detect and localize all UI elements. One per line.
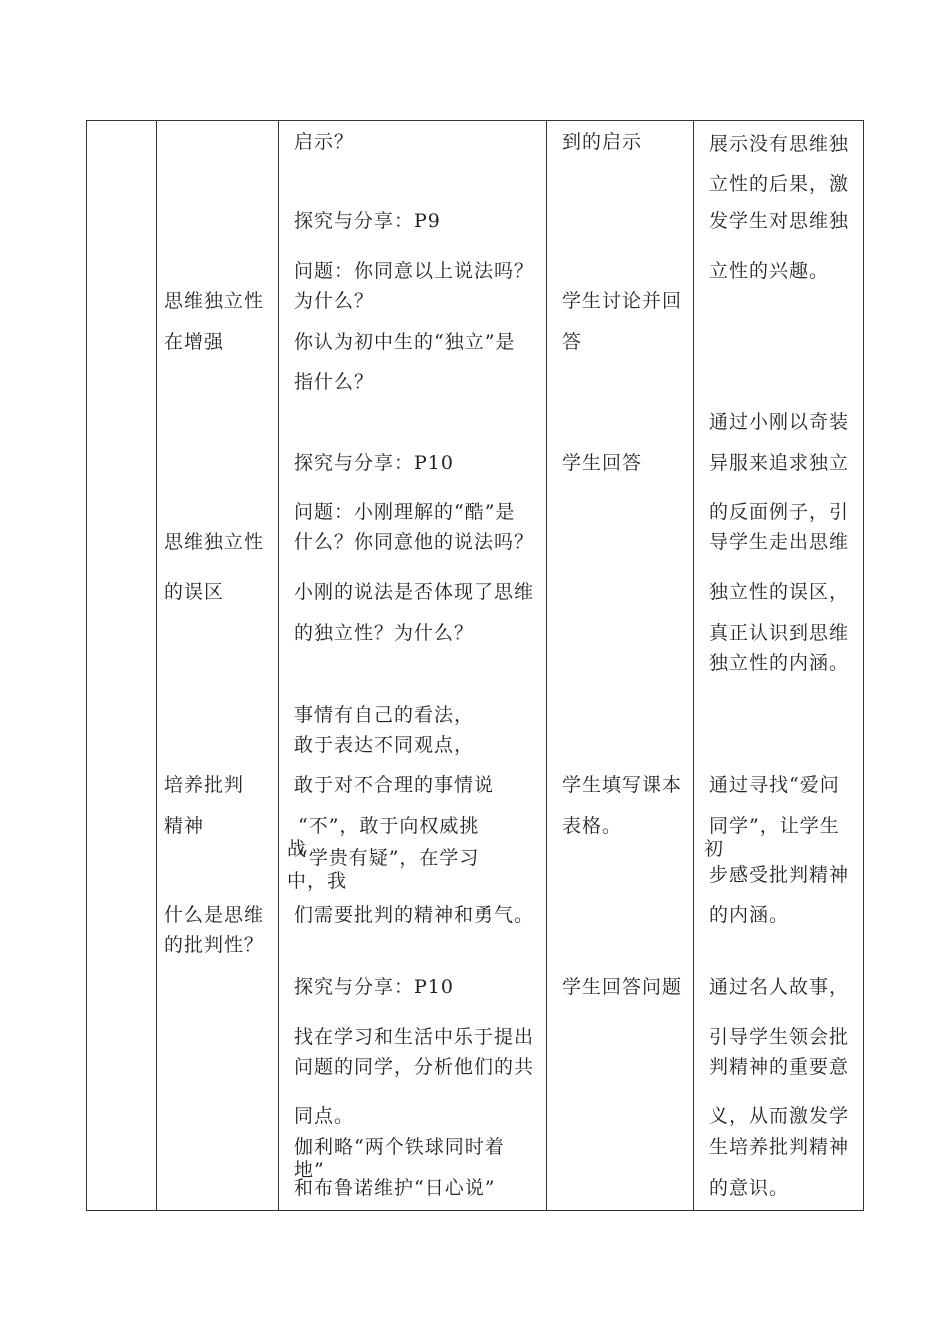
topic-text: 精神 <box>164 815 205 837</box>
content-text: 找在学习和生活中乐于提出 <box>294 1026 535 1048</box>
table-divider-3 <box>546 120 547 1211</box>
content-text: 探究与分享：P10 <box>294 452 454 474</box>
content-text: 问题的同学，分析他们的共 <box>294 1056 535 1078</box>
student-text: 学生讨论并回 <box>562 290 683 312</box>
table-divider-2 <box>278 120 279 1211</box>
intent-text: 的意识。 <box>709 1177 790 1199</box>
intent-text: 步感受批判精神 <box>709 864 850 886</box>
content-text: 探究与分享：P9 <box>294 210 441 232</box>
content-text-clipped: 战 <box>287 838 308 860</box>
intent-text: 展示没有思维独 <box>709 133 850 155</box>
topic-text: 在增强 <box>164 331 225 353</box>
table-divider-4 <box>693 120 694 1211</box>
topic-text: 的批判性？ <box>164 934 265 956</box>
content-text: “不”，敢于向权威挑 <box>298 815 480 837</box>
intent-text: 发学生对思维独 <box>709 210 850 232</box>
intent-text: 的内涵。 <box>709 904 790 926</box>
content-text: 和布鲁诺维护“日心说” <box>294 1177 496 1199</box>
intent-text: 引导学生领会批 <box>709 1026 850 1048</box>
student-text: 学生回答问题 <box>562 976 683 998</box>
intent-text: 异服来追求独立 <box>709 452 850 474</box>
intent-text: 同学”，让学生 <box>709 815 840 837</box>
content-text: 探究与分享：P10 <box>294 976 454 998</box>
content-text: 伽利略“两个铁球同时着 <box>294 1136 505 1158</box>
student-text: 学生填写课本 <box>562 774 683 796</box>
intent-text: 导学生走出思维 <box>709 531 850 553</box>
intent-text: 义，从而激发学 <box>709 1105 850 1127</box>
content-text: 什么？你同意他的说法吗？ <box>294 531 535 553</box>
intent-text: 独立性的误区， <box>709 581 850 603</box>
content-text: 小刚的说法是否体现了思维 <box>294 581 535 603</box>
content-text: 敢于表达不同观点， <box>294 734 475 756</box>
intent-text-clipped: 初 <box>704 838 725 860</box>
intent-text: 真正认识到思维 <box>709 622 850 644</box>
table-divider-1 <box>156 120 157 1211</box>
content-text: 敢于对不合理的事情说 <box>294 774 495 796</box>
content-text: 的独立性？为什么？ <box>294 622 475 644</box>
topic-text: 思维独立性 <box>164 531 265 553</box>
content-text: 问题：小刚理解的“酷”是 <box>294 501 516 523</box>
intent-text: 独立性的内涵。 <box>709 652 850 674</box>
content-text-clipped: 中，我 <box>287 870 348 892</box>
intent-text: 立性的后果，激 <box>709 173 850 195</box>
content-text: 你认为初中生的“独立”是 <box>294 331 516 353</box>
content-text: 事情有自己的看法， <box>294 704 475 726</box>
content-text: 们需要批判的精神和勇气。 <box>294 904 535 926</box>
table-border-right <box>863 120 864 1211</box>
intent-text: 通过寻找“爱问 <box>709 774 840 796</box>
intent-text: 判精神的重要意 <box>709 1056 850 1078</box>
table-border-left <box>86 120 87 1211</box>
topic-text: 思维独立性 <box>164 290 265 312</box>
content-text: 指什么？ <box>294 371 375 393</box>
topic-text: 的误区 <box>164 581 225 603</box>
student-text: 到的启示 <box>562 131 643 153</box>
topic-text: 培养批判 <box>164 774 245 796</box>
content-text: 启示？ <box>294 131 355 153</box>
student-text: 学生回答 <box>562 452 643 474</box>
intent-text: 立性的兴趣。 <box>709 260 830 282</box>
student-text: 表格。 <box>562 815 623 837</box>
topic-text: 什么是思维 <box>164 904 265 926</box>
content-text: 同点。 <box>294 1105 355 1127</box>
table-bottom-border <box>86 1210 864 1211</box>
intent-text: 通过名人故事， <box>709 976 850 998</box>
intent-text: 通过小刚以奇装 <box>709 411 850 433</box>
content-text-clipped: 地” <box>294 1159 325 1181</box>
student-text: 答 <box>562 331 583 353</box>
intent-text: 的反面例子，引 <box>709 501 850 523</box>
content-text: 问题：你同意以上说法吗？ <box>294 260 535 282</box>
table-top-border <box>86 120 864 121</box>
content-text: 为什么？ <box>294 290 375 312</box>
content-text: “学贵有疑”，在学习 <box>298 847 480 869</box>
intent-text: 生培养批判精神 <box>709 1136 850 1158</box>
